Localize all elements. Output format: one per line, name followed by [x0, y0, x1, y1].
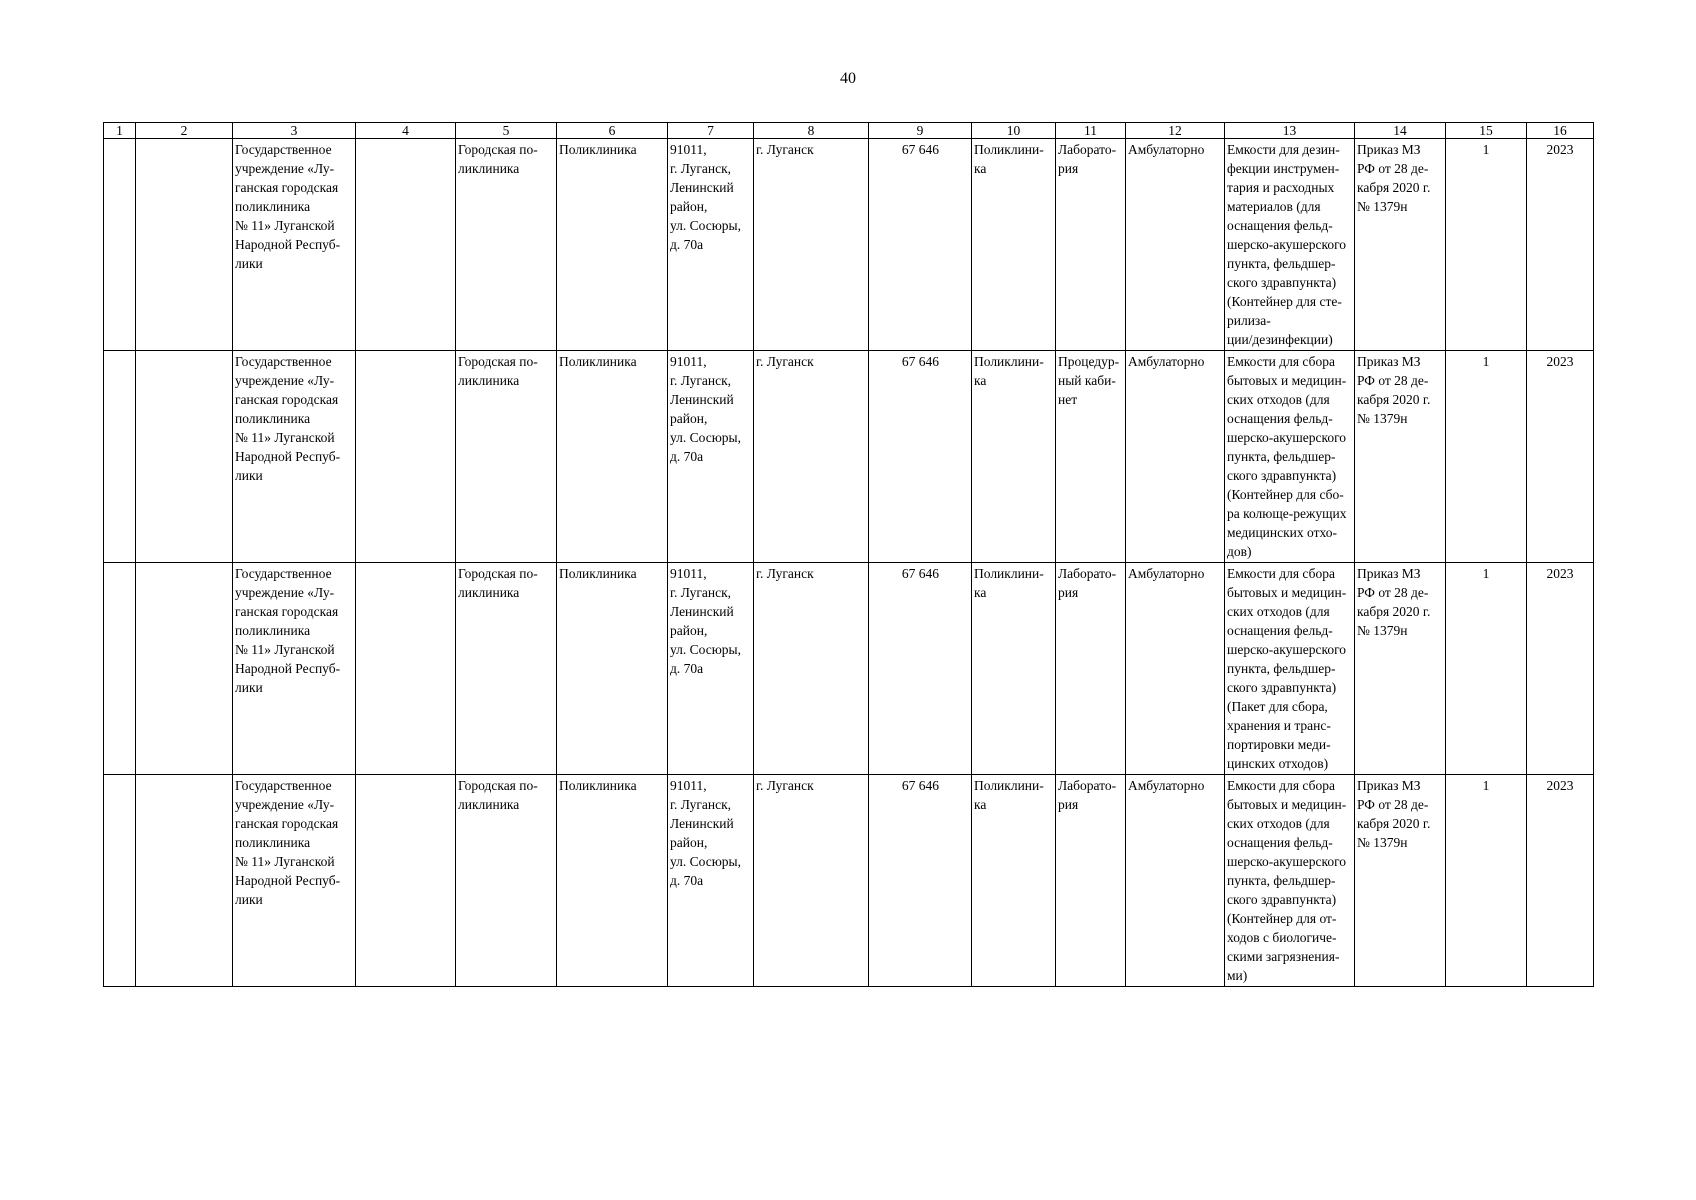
column-number-header: 7: [668, 123, 754, 139]
table-row: [104, 563, 1594, 775]
table-cell-col-11: Лаборато- рия: [1056, 139, 1126, 351]
table-cell-col-14: Приказ МЗ РФ от 28 де- кабря 2020 г. № 1379н: [1355, 775, 1446, 987]
page-number: 40: [840, 70, 856, 87]
table-cell-col-8: г. Луганск: [754, 139, 869, 351]
table-cell-col-7: 91011, г. Луганск, Ленинский район, ул. Сосюры, д. 70а: [668, 351, 754, 563]
column-number-header: 16: [1527, 123, 1594, 139]
table-cell-col-2: [136, 351, 233, 563]
column-number-header: 10: [972, 123, 1056, 139]
column-number-row: [104, 123, 1594, 139]
table-cell-col-9: 67 646: [869, 775, 972, 987]
table-cell-col-12: Амбулаторно: [1126, 351, 1225, 563]
table-cell-col-5: Городская по- ликлиника: [456, 351, 557, 563]
table-cell-col-9: 67 646: [869, 351, 972, 563]
table-cell-col-2: [136, 139, 233, 351]
table-row: [104, 351, 1594, 563]
table-cell-col-12: Амбулаторно: [1126, 775, 1225, 987]
table-cell-col-14: Приказ МЗ РФ от 28 де- кабря 2020 г. № 1379н: [1355, 351, 1446, 563]
column-number-header: 11: [1056, 123, 1126, 139]
table-cell-col-10: Поликлини- ка: [972, 351, 1056, 563]
table-cell-col-15: 1: [1446, 563, 1527, 775]
table-cell-col-15: 1: [1446, 351, 1527, 563]
table-cell-col-10: Поликлини- ка: [972, 563, 1056, 775]
table-cell-col-5: Городская по- ликлиника: [456, 563, 557, 775]
column-number-header: 4: [356, 123, 456, 139]
column-number-header: 9: [869, 123, 972, 139]
table-row: [104, 139, 1594, 351]
column-number-header: 6: [557, 123, 668, 139]
column-number-header: 15: [1446, 123, 1527, 139]
table-cell-col-14: Приказ МЗ РФ от 28 де- кабря 2020 г. № 1379н: [1355, 139, 1446, 351]
column-number-header: 5: [456, 123, 557, 139]
table-cell-col-11: Лаборато- рия: [1056, 775, 1126, 987]
table-cell-col-13: Емкости для дезин- фекции инструмен- тария и расходных материалов (для оснащения фельд- шерско-акушерского пункта, фельдшер- ского здравпункта) (Контейнер для сте- рилиза- ции/дезинфекции): [1225, 139, 1355, 351]
table-cell-col-1: [104, 563, 136, 775]
table-cell-col-6: Поликлиника: [557, 563, 668, 775]
column-number-header: 8: [754, 123, 869, 139]
table-cell-col-16: 2023: [1527, 139, 1594, 351]
table-cell-col-8: г. Луганск: [754, 775, 869, 987]
table-cell-col-7: 91011, г. Луганск, Ленинский район, ул. Сосюры, д. 70а: [668, 563, 754, 775]
table-cell-col-15: 1: [1446, 139, 1527, 351]
table-cell-col-6: Поликлиника: [557, 139, 668, 351]
table-cell-col-14: Приказ МЗ РФ от 28 де- кабря 2020 г. № 1379н: [1355, 563, 1446, 775]
table-cell-col-5: Городская по- ликлиника: [456, 775, 557, 987]
table-cell-col-10: Поликлини- ка: [972, 775, 1056, 987]
table-cell-col-15: 1: [1446, 775, 1527, 987]
table-cell-col-3: Государственное учреждение «Лу- ганская городская поликлиника № 11» Луганской Народной Респуб- лики: [233, 351, 356, 563]
table-cell-col-3: Государственное учреждение «Лу- ганская городская поликлиника № 11» Луганской Народной Респуб- лики: [233, 775, 356, 987]
table-cell-col-10: Поликлини- ка: [972, 139, 1056, 351]
table-cell-col-11: Лаборато- рия: [1056, 563, 1126, 775]
data-table: [103, 122, 1594, 987]
table-cell-col-6: Поликлиника: [557, 775, 668, 987]
table-cell-col-8: г. Луганск: [754, 563, 869, 775]
table-cell-col-1: [104, 775, 136, 987]
column-number-header: 13: [1225, 123, 1355, 139]
table-cell-col-16: 2023: [1527, 351, 1594, 563]
table-cell-col-12: Амбулаторно: [1126, 563, 1225, 775]
column-number-header: 2: [136, 123, 233, 139]
table-cell-col-11: Процедур- ный каби- нет: [1056, 351, 1126, 563]
column-number-header: 12: [1126, 123, 1225, 139]
table-cell-col-12: Амбулаторно: [1126, 139, 1225, 351]
table-cell-col-13: Емкости для сбора бытовых и медицин- ских отходов (для оснащения фельд- шерско-акушерского пункта, фельдшер- ского здравпункта) (Пакет для сбора, хранения и транс- портировки меди- цинских отходов): [1225, 563, 1355, 775]
table-cell-col-6: Поликлиника: [557, 351, 668, 563]
table-cell-col-3: Государственное учреждение «Лу- ганская городская поликлиника № 11» Луганской Народной Респуб- лики: [233, 563, 356, 775]
column-number-header: 14: [1355, 123, 1446, 139]
table-cell-col-13: Емкости для сбора бытовых и медицин- ских отходов (для оснащения фельд- шерско-акушерского пункта, фельдшер- ского здравпункта) (Контейнер для сбо- ра колюще-режущих медицинских отхо- дов): [1225, 351, 1355, 563]
table-cell-col-5: Городская по- ликлиника: [456, 139, 557, 351]
table-cell-col-16: 2023: [1527, 775, 1594, 987]
table-cell-col-13: Емкости для сбора бытовых и медицин- ских отходов (для оснащения фельд- шерско-акушерского пункта, фельдшер- ского здравпункта) (Контейнер для от- ходов с биологиче- скими загрязнения- ми): [1225, 775, 1355, 987]
table-cell-col-3: Государственное учреждение «Лу- ганская городская поликлиника № 11» Луганской Народной Респуб- лики: [233, 139, 356, 351]
table-cell-col-4: [356, 351, 456, 563]
table-cell-col-9: 67 646: [869, 139, 972, 351]
table-cell-col-2: [136, 563, 233, 775]
table-cell-col-8: г. Луганск: [754, 351, 869, 563]
column-number-header: 3: [233, 123, 356, 139]
table-cell-col-4: [356, 139, 456, 351]
table-cell-col-4: [356, 775, 456, 987]
table-cell-col-1: [104, 139, 136, 351]
table-row: [104, 775, 1594, 987]
table-cell-col-7: 91011, г. Луганск, Ленинский район, ул. Сосюры, д. 70а: [668, 139, 754, 351]
table-cell-col-16: 2023: [1527, 563, 1594, 775]
column-number-header: 1: [104, 123, 136, 139]
table-cell-col-1: [104, 351, 136, 563]
table-cell-col-4: [356, 563, 456, 775]
table-cell-col-7: 91011, г. Луганск, Ленинский район, ул. Сосюры, д. 70а: [668, 775, 754, 987]
table-cell-col-2: [136, 775, 233, 987]
table-cell-col-9: 67 646: [869, 563, 972, 775]
